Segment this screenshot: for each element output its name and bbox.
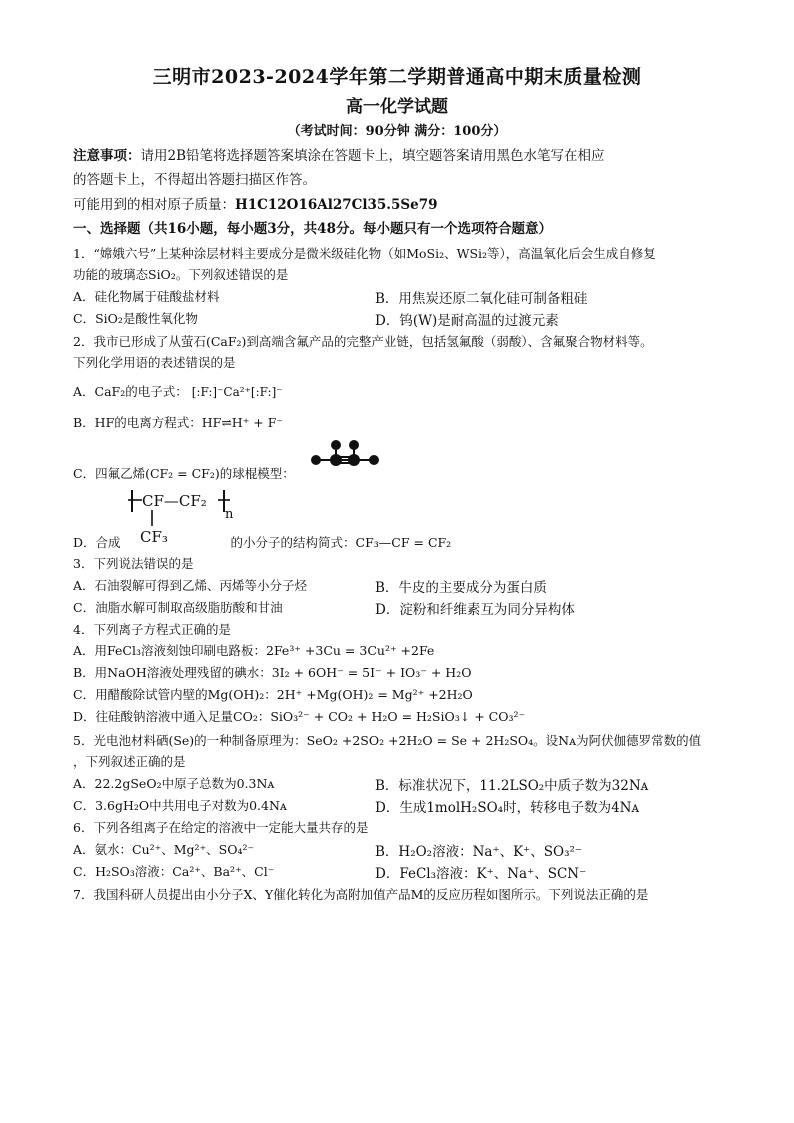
- q6-option-c: C．H₂SO₃溶液：Ca²⁺、Ba²⁺、Cl⁻: [73, 864, 275, 879]
- exam-subtitle: 高一化学试题: [346, 97, 448, 117]
- q4-stem: 4．下列离子方程式正确的是: [73, 622, 231, 637]
- q1-option-b: B．用焦炭还原二氧化硅可制备粗硅: [375, 291, 588, 307]
- q6-option-a: A．氨水：Cu²⁺、Mg²⁺、SO₄²⁻: [73, 842, 255, 857]
- exam-info: （考试时间：90分钟 满分：100分）: [287, 124, 507, 139]
- q2-stem-2: 下列化学用语的表述错误的是: [73, 355, 236, 370]
- q3-stem: 3．下列说法错误的是: [73, 556, 194, 571]
- q5-option-a: A．22.2gSeO₂中原子总数为0.3Nᴀ: [73, 776, 275, 791]
- q3-option-c: C．油脂水解可制取高级脂肪酸和甘油: [73, 600, 283, 615]
- q1-stem-2: 功能的玻璃态SiO₂。下列叙述错误的是: [73, 267, 289, 282]
- atomic-mass-label: 可能用到的相对原子质量：: [73, 197, 235, 213]
- q1-option-c: C．SiO₂是酸性氧化物: [73, 311, 198, 326]
- q3-option-d: D．淀粉和纤维素互为同分异构体: [375, 602, 575, 618]
- q2-option-d-post: 的小分子的结构简式：CF₃—CF = CF₂: [230, 535, 452, 550]
- q4-option-c: C．用醋酸除试管内壁的Mg(OH)₂：2H⁺ +Mg(OH)₂ = Mg²⁺ +2H₂O: [73, 687, 473, 702]
- q3-option-a: A．石油裂解可得到乙烯、丙烯等小分子烃: [73, 578, 308, 593]
- exam-title: 三明市2023-2024学年第二学期普通高中期末质量检测: [152, 66, 642, 88]
- q5-option-d: D．生成1molH₂SO₄时，转移电子数为4Nᴀ: [375, 800, 640, 816]
- q4-option-d: D．往硅酸钠溶液中通入足量CO₂：SiO₃²⁻ + CO₂ + H₂O = H₂SiO₃↓ + CO₃²⁻: [73, 709, 526, 724]
- q7-stem: 7．我国科研人员提出由小分子X、Y催化转化为高附加值产品M的反应历程如图所示。下列说法正确的是: [73, 887, 649, 902]
- q6-option-d: D．FeCl₃溶液：K⁺、Na⁺、SCN⁻: [375, 866, 587, 882]
- polymer-substituent: CF₃: [140, 528, 168, 546]
- notes-text-1: 请用2B铅笔将选择题答案填涂在答题卡上，填空题答案请用黑色水笔写在相应: [140, 148, 605, 164]
- polymer-n: n: [225, 507, 234, 522]
- q1-option-d: D．钨(W)是耐高温的过渡元素: [375, 313, 559, 329]
- q1-stem-1: 1．“嫦娥六号”上某种涂层材料主要成分是微米级硅化物（如MoSi₂、WSi₂等），高温氧化后会生成自修复: [73, 246, 656, 261]
- q6-option-b: B．H₂O₂溶液：Na⁺、K⁺、SO₃²⁻: [375, 844, 583, 860]
- q2-option-d: [73, 533, 723, 553]
- q2-option-d-pre: D．合成: [73, 535, 121, 550]
- q2-option-a-label: A．CaF₂的电子式：: [73, 384, 188, 399]
- q2-option-c: C．四氟乙烯(CF₂ = CF₂)的球棍模型：: [73, 466, 295, 481]
- q3-option-b: B．牛皮的主要成分为蛋白质: [375, 580, 547, 596]
- q5-option-c: C．3.6gH₂O中共用电子对数为0.4Nᴀ: [73, 798, 287, 813]
- q2-option-a-formula: [:F:]⁻Ca²⁺[:F:]⁻: [191, 385, 283, 399]
- q2-option-a: [73, 382, 723, 402]
- notes-line-2: 的答题卡上，不得超出答题扫描区作答。: [73, 172, 316, 188]
- tetrafluoroethylene-ball-stick-model: [310, 438, 382, 472]
- q6-stem: 6．下列各组离子在给定的溶液中一定能大量共存的是: [73, 820, 369, 835]
- section-heading: 一、选择题（共16小题，每小题3分，共48分。每小题只有一个选项符合题意）: [73, 221, 552, 237]
- atomic-mass-line: [73, 195, 723, 215]
- q4-option-a: A．用FeCl₃溶液刻蚀印刷电路板：2Fe³⁺ +3Cu = 3Cu²⁺ +2Fe: [73, 643, 435, 658]
- q2-option-b: B．HF的电离方程式：HF⇌H⁺ + F⁻: [73, 415, 283, 430]
- q4-option-b: B．用NaOH溶液处理残留的碘水：3I₂ + 6OH⁻ = 5I⁻ + IO₃⁻ + H₂O: [73, 665, 472, 680]
- q2-stem-1: 2．我市已形成了从萤石(CaF₂)到高端含氟产品的完整产业链，包括氢氟酸（弱酸）、含氟聚合物材料等。: [73, 334, 653, 349]
- atomic-mass-values: H1C12O16Al27Cl35.5Se79: [235, 197, 438, 213]
- q5-stem-2: ，下列叙述正确的是: [73, 754, 186, 769]
- q5-option-b: B．标准状况下，11.2LSO₂中质子数为32Nᴀ: [375, 778, 649, 794]
- polymer-main-chain: CF—CF₂: [142, 492, 207, 510]
- notes-label: 注意事项：: [73, 148, 141, 164]
- q5-stem-1: 5．光电池材料硒(Se)的一种制备原理为：SeO₂ +2SO₂ +2H₂O = Se + 2H₂SO₄。设Nᴀ为阿伏伽德罗常数的值: [73, 733, 702, 748]
- q1-option-a: A．硅化物属于硅酸盐材料: [73, 289, 220, 304]
- notes-line-1: [73, 146, 723, 166]
